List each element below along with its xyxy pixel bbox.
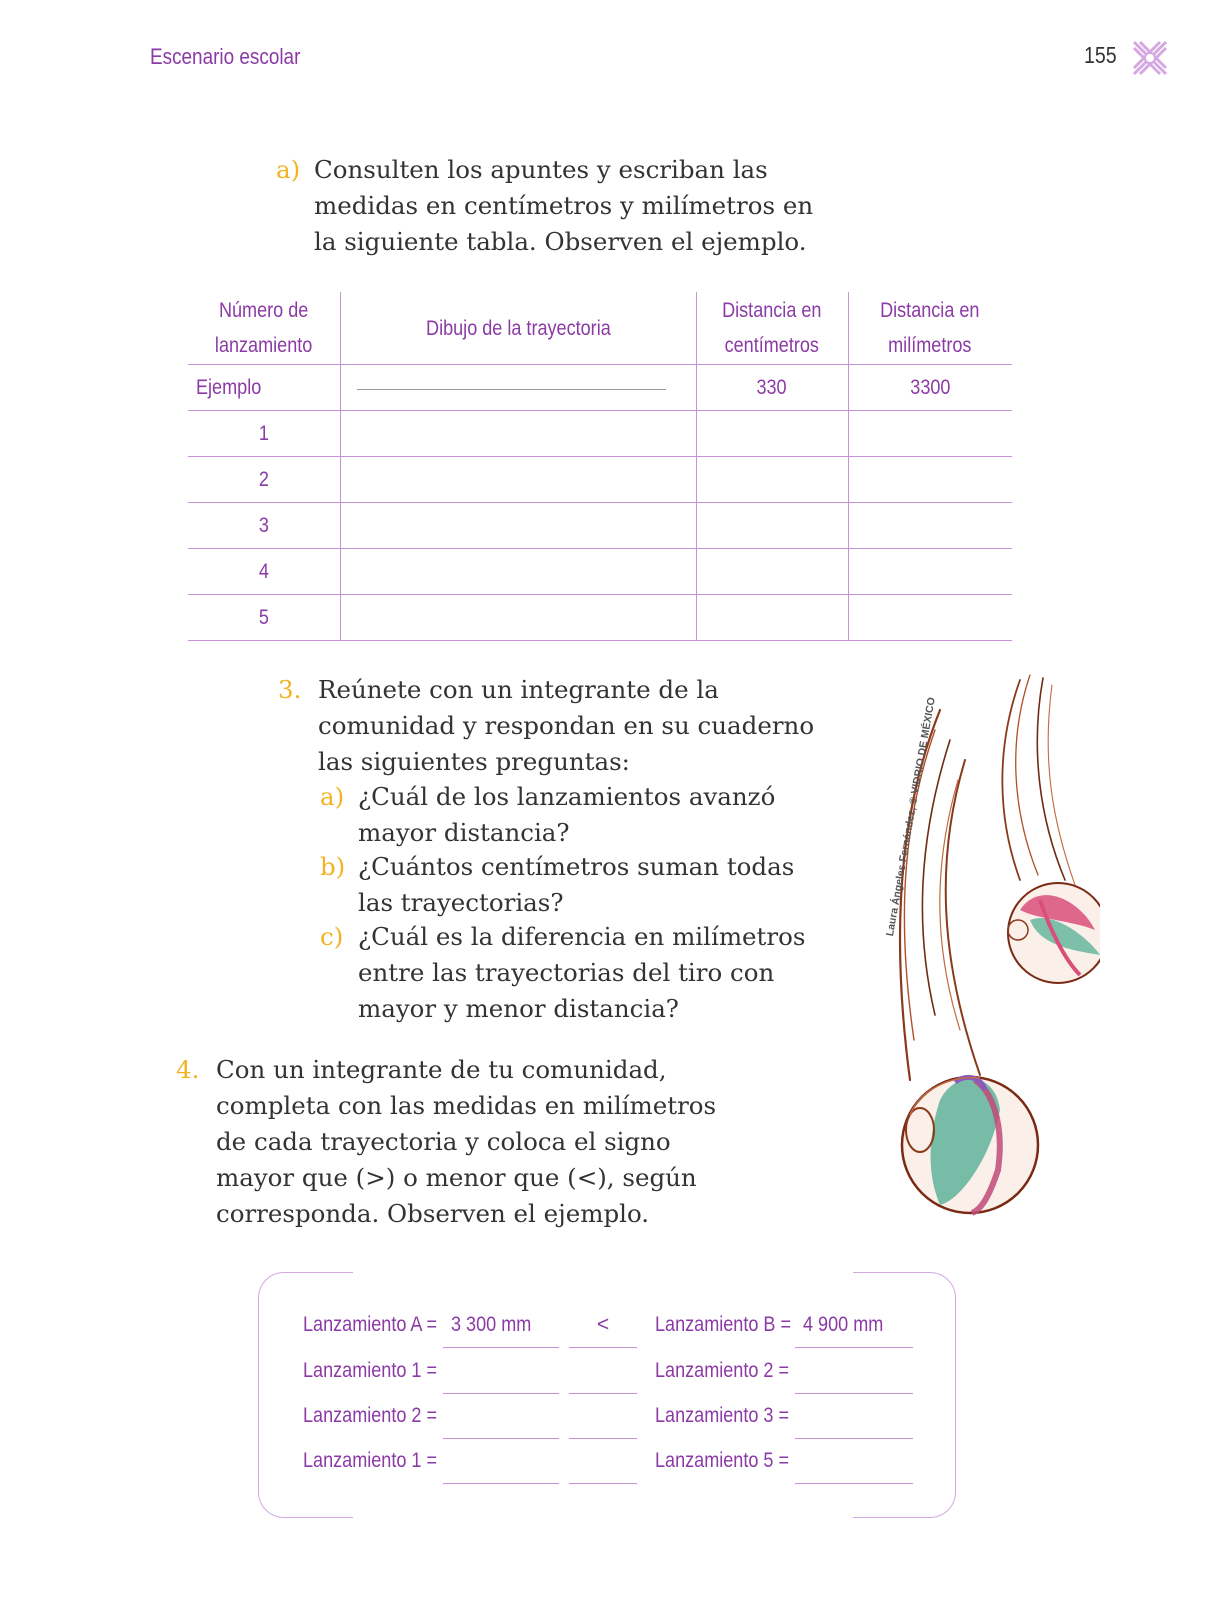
launch-number-cell <box>188 549 340 595</box>
text-line: Reúnete con un integrante de la <box>318 675 719 704</box>
header-text: lanzamiento <box>215 334 313 357</box>
text-line: corresponda. Observen el ejemplo. <box>216 1199 650 1228</box>
example-drawing-cell <box>340 365 696 411</box>
text-line: ¿Cuál de los lanzamientos avanzó <box>358 782 776 811</box>
marble-small <box>1008 883 1100 983</box>
right-launch-label: Lanzamiento B = <box>655 1313 792 1336</box>
box-gap-bottom <box>353 1514 853 1520</box>
left-launch-label: Lanzamiento 2 = <box>303 1404 438 1427</box>
table-row-example <box>188 365 1012 411</box>
text-line: mayor distancia? <box>358 818 570 847</box>
cm-cell[interactable] <box>696 595 848 641</box>
box-gap-top <box>353 1270 853 1276</box>
launch-number: 4 <box>258 559 269 583</box>
cm-cell[interactable] <box>696 457 848 503</box>
drawing-cell[interactable] <box>340 457 696 503</box>
right-launch-label: Lanzamiento 3 = <box>655 1404 790 1427</box>
header-text: Distancia en <box>880 299 980 322</box>
table-row <box>188 595 1012 641</box>
launch-number: 5 <box>258 605 269 629</box>
text-line: las siguientes preguntas: <box>318 747 630 776</box>
example-mm-cell <box>848 365 1012 411</box>
left-launch-label: Lanzamiento 1 = <box>303 1449 438 1472</box>
launch-number-cell <box>188 411 340 457</box>
header-text: milímetros <box>888 334 972 357</box>
cm-cell[interactable] <box>696 411 848 457</box>
sign-blank[interactable] <box>569 1303 637 1348</box>
launch-number: 3 <box>258 513 269 537</box>
comparison-row <box>259 1303 955 1349</box>
text-line: entre las trayectorias del tiro con <box>358 958 775 987</box>
sign-blank[interactable] <box>569 1349 637 1394</box>
question-a-marker: a) <box>320 782 345 811</box>
item-4-marker: 4. <box>176 1055 200 1084</box>
marble-large <box>902 1077 1038 1213</box>
text-line: mayor que (>) o menor que (<), según <box>216 1163 697 1192</box>
header-text: Dibujo de la trayectoria <box>425 316 611 340</box>
question-c-text <box>358 919 805 1027</box>
right-value-blank[interactable] <box>795 1349 913 1394</box>
header-text: Número de <box>219 299 309 322</box>
text-line: de cada trayectoria y coloca el signo <box>216 1127 671 1156</box>
left-value-blank[interactable] <box>443 1394 559 1439</box>
left-value: 3 300 mm <box>451 1313 532 1336</box>
launch-number-cell <box>188 457 340 503</box>
text-line: Consulten los apuntes y escriban las <box>314 155 768 184</box>
comparison-box <box>258 1272 956 1518</box>
table-row <box>188 503 1012 549</box>
item-3-text <box>318 672 814 780</box>
comparison-row <box>259 1349 955 1395</box>
comparison-sign: < <box>596 1313 610 1336</box>
right-launch-label: Lanzamiento 2 = <box>655 1359 790 1382</box>
item-4-text <box>216 1052 716 1232</box>
header-distance-mm <box>848 292 1012 365</box>
header-text: centímetros <box>724 334 820 357</box>
left-value-blank[interactable] <box>443 1303 559 1348</box>
launch-number: 2 <box>258 467 269 491</box>
sign-blank[interactable] <box>569 1439 637 1484</box>
example-cm-cell <box>696 365 848 411</box>
mm-cell[interactable] <box>848 457 1012 503</box>
right-value: 4 900 mm <box>803 1313 884 1336</box>
text-line: las trayectorias? <box>358 888 564 917</box>
left-value-blank[interactable] <box>443 1439 559 1484</box>
comparison-row <box>259 1394 955 1440</box>
left-launch-label: Lanzamiento 1 = <box>303 1359 438 1382</box>
right-value-blank[interactable] <box>795 1394 913 1439</box>
text-line: la siguiente tabla. Observen el ejemplo. <box>314 227 807 256</box>
sign-blank[interactable] <box>569 1394 637 1439</box>
activity-a-text <box>314 152 813 260</box>
example-label-cell <box>188 365 340 411</box>
cm-cell[interactable] <box>696 549 848 595</box>
left-value-blank[interactable] <box>443 1349 559 1394</box>
drawing-cell[interactable] <box>340 503 696 549</box>
left-launch-label: Lanzamiento A = <box>303 1313 438 1336</box>
text-line: completa con las medidas en milímetros <box>216 1091 717 1120</box>
page-logo-icon <box>1130 38 1170 78</box>
table-row <box>188 457 1012 503</box>
mm-cell[interactable] <box>848 549 1012 595</box>
activity-a-marker: a) <box>276 155 301 184</box>
question-b-text <box>358 849 794 921</box>
right-value-blank[interactable] <box>795 1303 913 1348</box>
table-row <box>188 549 1012 595</box>
right-launch-label: Lanzamiento 5 = <box>655 1449 790 1472</box>
running-header: Escenario escolar <box>150 44 301 69</box>
example-label: Ejemplo <box>196 375 262 399</box>
comparison-row <box>259 1439 955 1485</box>
launch-number-cell <box>188 503 340 549</box>
text-line: mayor y menor distancia? <box>358 994 679 1023</box>
header-distance-cm <box>696 292 848 365</box>
launch-number-cell <box>188 595 340 641</box>
drawing-cell[interactable] <box>340 595 696 641</box>
example-mm-value: 3300 <box>910 375 951 399</box>
cm-cell[interactable] <box>696 503 848 549</box>
illustration-credit: Laura Ángeles Fernández, © VIDRIO DE MÉXICO <box>884 696 938 938</box>
page-number: 155 <box>1084 42 1117 68</box>
table-row <box>188 411 1012 457</box>
mm-cell[interactable] <box>848 595 1012 641</box>
table-header-row <box>188 292 1012 365</box>
header-launch-number <box>188 292 340 365</box>
text-line: Con un integrante de tu comunidad, <box>216 1055 667 1084</box>
question-a-text <box>358 779 775 851</box>
trajectory-table <box>188 292 1012 641</box>
text-line: medidas en centímetros y milímetros en <box>314 191 814 220</box>
marbles-illustration <box>880 670 1100 1240</box>
mm-cell[interactable] <box>848 411 1012 457</box>
header-trajectory-drawing <box>340 292 696 365</box>
example-trajectory-line <box>357 389 666 390</box>
mm-cell[interactable] <box>848 503 1012 549</box>
example-cm-value: 330 <box>756 375 788 399</box>
drawing-cell[interactable] <box>340 411 696 457</box>
text-line: ¿Cuál es la diferencia en milímetros <box>358 922 806 951</box>
question-c-marker: c) <box>320 922 344 951</box>
question-b-marker: b) <box>320 852 346 881</box>
header-text: Distancia en <box>722 299 822 322</box>
text-line: comunidad y respondan en su cuaderno <box>318 711 815 740</box>
launch-number: 1 <box>258 421 269 445</box>
drawing-cell[interactable] <box>340 549 696 595</box>
item-3-marker: 3. <box>278 675 302 704</box>
text-line: ¿Cuántos centímetros suman todas <box>358 852 795 881</box>
right-value-blank[interactable] <box>795 1439 913 1484</box>
